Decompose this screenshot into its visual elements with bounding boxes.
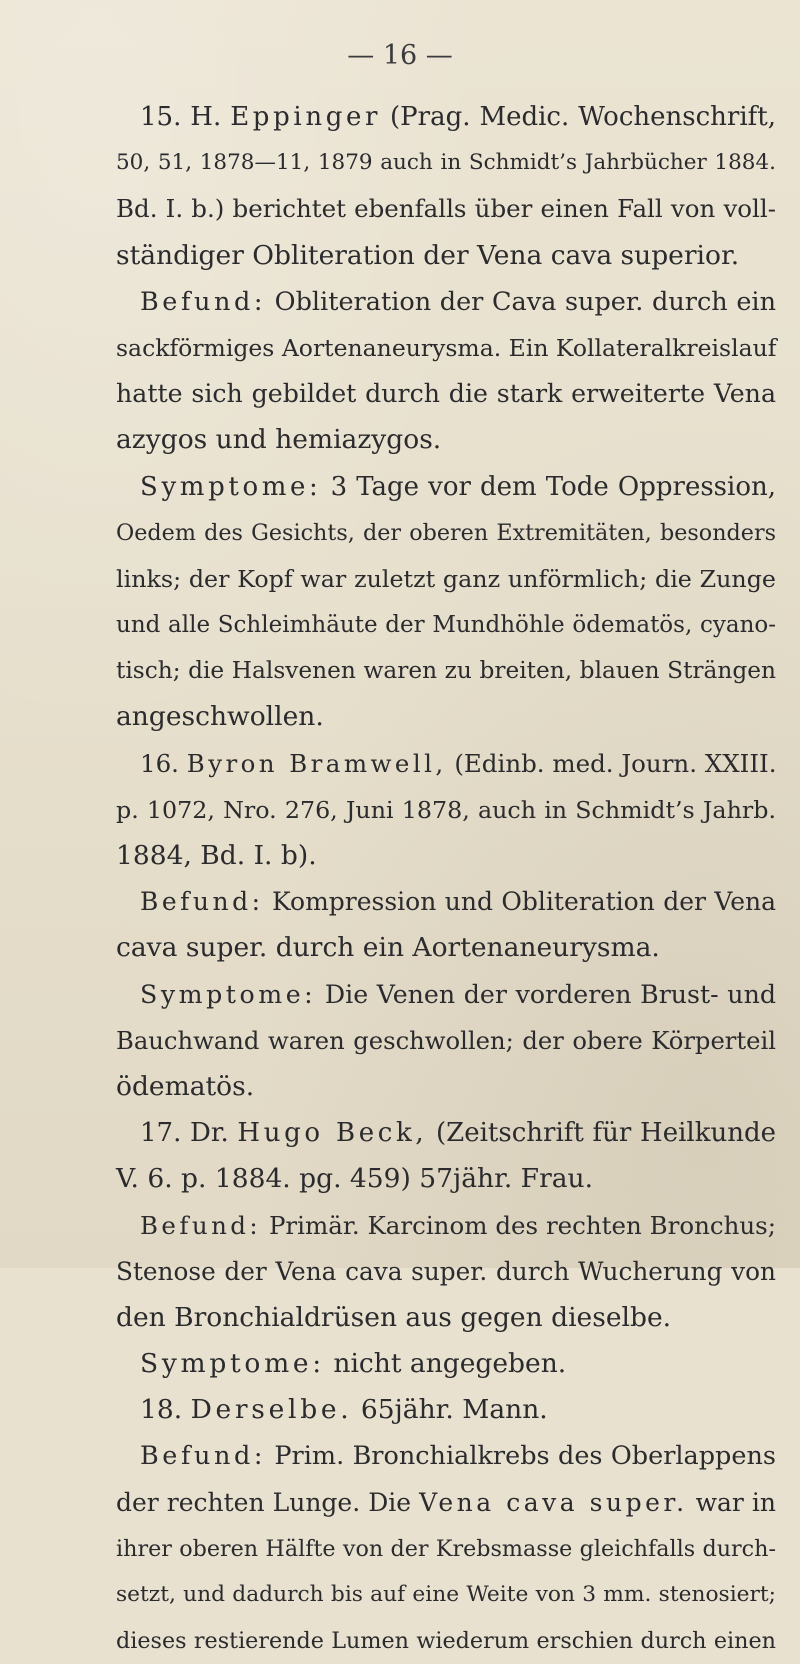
text-line <box>116 648 776 694</box>
line-text: den Bronchialdrüsen aus gegen dieselbe. <box>116 1301 672 1333</box>
spaced-emphasis: Hugo Beck, <box>237 1118 428 1149</box>
text-line <box>116 1203 776 1249</box>
text-line <box>116 1018 776 1064</box>
line-text: war in <box>687 1487 776 1517</box>
line-text: Die Venen der vorderen Brust- und <box>316 979 776 1009</box>
line-text: ihrer oberen Hälfte von der Krebsmasse gleichfalls durch- <box>116 1535 776 1562</box>
text-line <box>116 1110 776 1156</box>
text-line <box>116 1064 776 1110</box>
spaced-emphasis: Symptome: <box>140 471 322 502</box>
text-line <box>116 1341 776 1387</box>
spaced-emphasis: Byron Bramwell, <box>186 748 447 778</box>
line-text: Kompression und Obliteration der Vena <box>263 887 776 917</box>
text-line <box>116 94 776 140</box>
line-text: und alle Schleimhäute der Mundhöhle ödematös, cyano- <box>116 612 776 639</box>
line-text: links; der Kopf war zuletzt ganz unförmlich; die Zunge <box>116 564 776 593</box>
text-line <box>116 464 776 510</box>
text-line <box>116 925 776 971</box>
line-text: 18. <box>140 1394 191 1426</box>
text-line <box>116 1156 776 1202</box>
line-text: 15. H. <box>140 102 231 132</box>
spaced-emphasis: Befund: <box>140 887 264 917</box>
text-line <box>116 1526 776 1572</box>
line-text: angeschwollen. <box>116 701 324 733</box>
line-text: (Zeitschrift für Heilkunde <box>427 1118 776 1149</box>
line-text: ödematös. <box>116 1070 255 1102</box>
text-line <box>116 140 776 186</box>
text-line <box>116 1387 776 1433</box>
text-line <box>116 417 776 463</box>
line-text: dieses restierende Lumen wiederum erschien durch einen <box>116 1628 776 1655</box>
spaced-emphasis: Eppinger <box>230 102 382 132</box>
text-line <box>116 741 776 787</box>
line-text: Prim. Bronchialkrebs des Oberlappens <box>266 1441 776 1472</box>
text-line <box>116 556 776 602</box>
line-text: 17. Dr. <box>140 1118 238 1149</box>
page-number: — 16 — <box>347 40 453 71</box>
text-line <box>116 1618 776 1664</box>
text-line <box>116 602 776 648</box>
text-line <box>116 325 776 371</box>
line-text: 65jähr. Mann. <box>352 1394 548 1426</box>
text-line <box>116 1480 776 1526</box>
line-text: (Edinb. med. Journ. XXIII. <box>446 748 777 778</box>
line-text: nicht angegeben. <box>324 1348 567 1380</box>
text-line <box>116 787 776 833</box>
line-text: 1884, Bd. I. b). <box>116 840 317 871</box>
text-line <box>116 233 776 279</box>
line-text: p. 1072, Nro. 276, Juni 1878, auch in Schmidt’s Jahrb. <box>116 795 776 824</box>
text-line <box>116 1433 776 1479</box>
line-text: setzt, und dadurch bis auf eine Weite von 3 mm. stenosiert; <box>116 1582 776 1607</box>
text-line <box>116 186 776 232</box>
text-line <box>116 1295 776 1341</box>
text-line <box>116 1572 776 1618</box>
line-text: azygos und hemiazygos. <box>116 424 442 456</box>
text-line <box>116 1249 776 1295</box>
line-text: Obliteration der Cava super. durch ein <box>266 286 776 317</box>
text-line <box>116 833 776 879</box>
spaced-emphasis: Symptome: <box>140 1348 325 1380</box>
text-line <box>116 279 776 325</box>
text-line <box>116 371 776 417</box>
line-text: Bd. I. b.) berichtet ebenfalls über einen Fall von voll- <box>116 194 776 224</box>
line-text: Oedem des Gesichts, der oberen Extremitäten, besonders <box>116 519 776 546</box>
spaced-emphasis: Vena cava super. <box>419 1487 688 1517</box>
line-text: Primär. Karcinom des rechten Bronchus; <box>261 1210 776 1240</box>
body-text <box>116 94 776 1664</box>
line-text: cava super. durch ein Aortenaneurysma. <box>116 932 660 964</box>
spaced-emphasis: Derselbe. <box>190 1394 353 1426</box>
spaced-emphasis: Befund: <box>140 1441 267 1472</box>
line-text: 50, 51, 1878—11, 1879 auch in Schmidt’s Jahrbücher 1884. <box>116 150 776 176</box>
line-text: (Prag. Medic. Wochenschrift, <box>381 102 776 132</box>
text-line <box>116 879 776 925</box>
line-text: 3 Tage vor dem Tode Oppression, <box>321 471 776 502</box>
line-text: Stenose der Vena cava super. durch Wucherung von <box>116 1256 776 1286</box>
line-text: Bauchwand waren geschwollen; der obere Körperteil <box>116 1025 776 1055</box>
line-text: der rechten Lunge. Die <box>116 1487 420 1517</box>
line-text: sackförmiges Aortenaneurysma. Ein Kollateralkreislauf <box>116 333 777 362</box>
text-line <box>116 694 776 740</box>
line-text: hatte sich gebildet durch die stark erweiterte Vena <box>116 379 776 409</box>
text-line <box>116 510 776 556</box>
spaced-emphasis: Befund: <box>140 286 267 317</box>
spaced-emphasis: Befund: <box>140 1210 262 1240</box>
line-text: 16. <box>140 748 187 778</box>
line-text: V. 6. p. 1884. pg. 459) 57jähr. Frau. <box>116 1163 594 1195</box>
text-line <box>116 972 776 1018</box>
line-text: ständiger Obliteration der Vena cava superior. <box>116 239 740 271</box>
spaced-emphasis: Symptome: <box>140 979 317 1009</box>
line-text: tisch; die Halsvenen waren zu breiten, blauen Strängen <box>116 657 776 685</box>
